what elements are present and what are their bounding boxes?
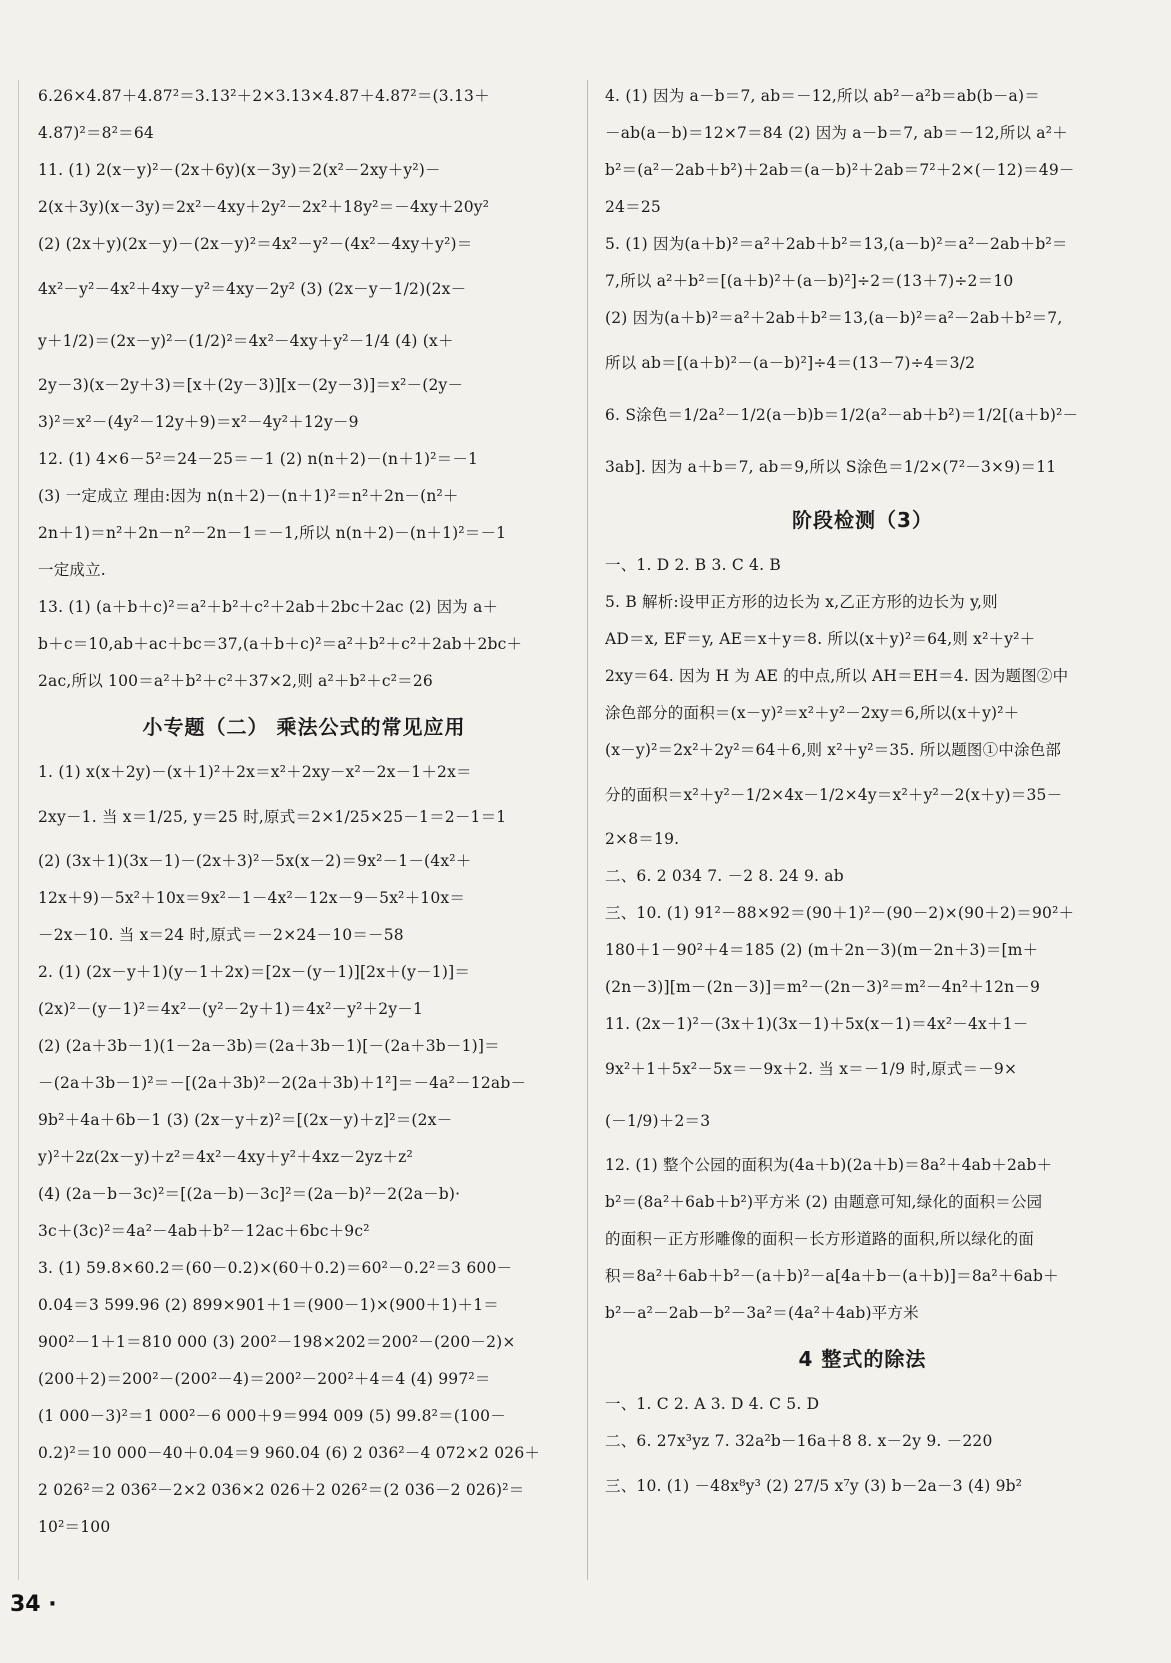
section-heading-stage-test-3: 阶段检测（3） [792,508,933,532]
answer-line: 所以 ab＝[(a＋b)²－(a－b)²]÷4＝(13－7)÷4＝3/2 [605,354,976,372]
answer-line: 分的面积＝x²＋y²－1/2×4x－1/2×4y＝x²＋y²－2(x＋y)＝35－ [605,786,1063,804]
answer-line: 2ac,所以 100＝a²＋b²＋c²＋37×2,则 a²＋b²＋c²＝26 [38,672,433,690]
binding-margin-line [18,80,19,1580]
answer-line: 三、10. (1) 91²－88×92＝(90＋1)²－(90－2)×(90＋2)＝90²＋ [605,904,1075,922]
answer-line: (2) (3x＋1)(3x－1)－(2x＋3)²－5x(x－2)＝9x²－1－(4x²＋ [38,852,472,870]
answer-line: AD＝x, EF＝y, AE＝x＋y＝8. 所以(x＋y)²＝64,则 x²＋y²＋ [605,630,1036,648]
answer-line: 3)²＝x²－(4y²－12y＋9)＝x²－4y²＋12y－9 [38,413,359,431]
answer-line: 6. S涂色＝1/2a²－1/2(a－b)b＝1/2(a²－ab＋b²)＝1/2[(a＋b)²－ [605,406,1079,424]
answer-line: (2) (2a＋3b－1)(1－2a－3b)＝(2a＋3b－1)[－(2a＋3b－1)]＝ [38,1037,500,1055]
left-block-2 [38,754,570,1546]
answer-line: 12x＋9)－5x²＋10x＝9x²－1－4x²－12x－9－5x²＋10x＝ [38,889,466,907]
right-column [605,78,1120,1512]
answer-line: y＋1/2)＝(2x－y)²－(1/2)²＝4x²－4xy＋y²－1/4 (4) (x＋ [38,332,454,350]
answer-line: 二、6. 27x³yz 7. 32a²b－16a＋8 8. x－2y 9. －220 [605,1432,993,1450]
answer-line: 的面积－正方形雕像的面积－长方形道路的面积,所以绿化的面 [605,1230,1035,1248]
answer-line: (200＋2)＝200²－(200²－4)＝200²－200²＋4＝4 (4) 997²＝ [38,1370,491,1388]
answer-line: 10²＝100 [38,1518,111,1536]
answer-line: 4. (1) 因为 a－b＝7, ab＝－12,所以 ab²－a²b＝ab(b－a)＝ [605,87,1040,105]
answer-line: －(2a＋3b－1)²＝－[(2a＋3b)²－2(2a＋3b)＋1²]＝－4a²－12ab－ [38,1074,527,1092]
answer-line: (4) (2a－b－3c)²＝[(2a－b)－3c]²＝(2a－b)²－2(2a－b)· [38,1185,461,1203]
answer-line: 5. (1) 因为(a＋b)²＝a²＋2ab＋b²＝13,(a－b)²＝a²－2ab＋b²＝ [605,235,1068,253]
left-block-1 [38,78,570,700]
answer-line: b＋c＝10,ab＋ac＋bc＝37,(a＋b＋c)²＝a²＋b²＋c²＋2ab＋2bc＋ [38,635,523,653]
right-block-2 [605,547,1120,1332]
answer-line: (2) 因为(a＋b)²＝a²＋2ab＋b²＝13,(a－b)²＝a²－2ab＋b²＝7, [605,309,1063,327]
answer-line: 11. (2x－1)²－(3x＋1)(3x－1)＋5x(x－1)＝4x²－4x＋1－ [605,1015,1029,1033]
section-heading-special-topic-2: 小专题（二） 乘法公式的常见应用 [142,715,466,739]
answer-line: 7,所以 a²＋b²＝[(a＋b)²＋(a－b)²]÷2＝(13＋7)÷2＝10 [605,272,1014,290]
answer-line: 一定成立. [38,561,106,579]
answer-line: 3ab]. 因为 a＋b＝7, ab＝9,所以 S涂色＝1/2×(7²－3×9)＝11 [605,458,1057,476]
answer-line: 2xy－1. 当 x＝1/25, y＝25 时,原式＝2×1/25×25－1＝2－1＝1 [38,808,507,826]
answer-line: 3. (1) 59.8×60.2＝(60－0.2)×(60＋0.2)＝60²－0.2²＝3 600－ [38,1259,513,1277]
answer-line: 积＝8a²＋6ab＋b²－(a＋b)²－a[4a＋b－(a＋b)]＝8a²＋6ab＋ [605,1267,1059,1285]
answer-line: 13. (1) (a＋b＋c)²＝a²＋b²＋c²＋2ab＋2bc＋2ac (2) 因为 a＋ [38,598,499,616]
answer-line: －ab(a－b)＝12×7＝84 (2) 因为 a－b＝7, ab＝－12,所以 a²＋ [605,124,1068,142]
answer-line: 180＋1－90²＋4＝185 (2) (m＋2n－3)(m－2n＋3)＝[m＋ [605,941,1039,959]
answer-line: (x－y)²＝2x²＋2y²＝64＋6,则 x²＋y²＝35. 所以题图①中涂色部 [605,741,1062,759]
answer-line: y)²＋2z(2x－y)＋z²＝4x²－4xy＋y²＋4xz－2yz＋z² [38,1148,413,1166]
answer-line: b²＝(a²－2ab＋b²)＋2ab＝(a－b)²＋2ab＝7²＋2×(－12)＝49－ [605,161,1075,179]
answer-line: b²－a²－2ab－b²－3a²＝(4a²＋4ab)平方米 [605,1304,919,1322]
answer-line: 2 026²＝2 036²－2×2 036×2 026＋2 026²＝(2 036－2 026)²＝ [38,1481,525,1499]
answer-line: 0.2)²＝10 000－40＋0.04＝9 960.04 (6) 2 036²－4 072×2 026＋ [38,1444,541,1462]
answer-line: 一、1. C 2. A 3. D 4. C 5. D [605,1395,820,1413]
answer-line: 2(x＋3y)(x－3y)＝2x²－4xy＋2y²－2x²＋18y²＝－4xy＋20y² [38,198,490,216]
right-block-1 [605,78,1120,493]
answer-line: 三、10. (1) －48x⁸y³ (2) 27/5 x⁷y (3) b－2a－3 (4) 9b² [605,1477,1023,1495]
answer-line: 3c＋(3c)²＝4a²－4ab＋b²－12ac＋6bc＋9c² [38,1222,370,1240]
answer-line: (2x)²－(y－1)²＝4x²－(y²－2y＋1)＝4x²－y²＋2y－1 [38,1000,424,1018]
answer-line: 1. (1) x(x＋2y)－(x＋1)²＋2x＝x²＋2xy－x²－2x－1＋2x＝ [38,763,472,781]
answer-line: 9x²＋1＋5x²－5x＝－9x＋2. 当 x＝－1/9 时,原式＝－9× [605,1060,1018,1078]
answer-line: 24＝25 [605,198,661,216]
answer-line: 涂色部分的面积＝(x－y)²＝x²＋y²－2xy＝6,所以(x＋y)²＋ [605,704,1020,722]
answer-line: 12. (1) 整个公园的面积为(4a＋b)(2a＋b)＝8a²＋4ab＋2ab＋ [605,1156,1053,1174]
answer-line: b²＝(8a²＋6ab＋b²)平方米 (2) 由题意可知,绿化的面积＝公园 [605,1193,1043,1211]
section-heading-polynomial-division: 4 整式的除法 [798,1347,927,1371]
right-block-3 [605,1386,1120,1512]
answer-line: －2x－10. 当 x＝24 时,原式＝－2×24－10＝－58 [38,926,404,944]
answer-line: 11. (1) 2(x－y)²－(2x＋6y)(x－3y)＝2(x²－2xy＋y²)－ [38,161,441,179]
answer-line: 900²－1＋1＝810 000 (3) 200²－198×202＝200²－(200－2)× [38,1333,516,1351]
answer-line: 2×8＝19. [605,830,680,848]
column-divider [587,80,588,1580]
page-number: 34 · [10,1592,57,1617]
answer-line: 12. (1) 4×6－5²＝24－25＝－1 (2) n(n＋2)－(n＋1)²＝－1 [38,450,479,468]
answer-line: 2y－3)(x－2y＋3)＝[x＋(2y－3)][x－(2y－3)]＝x²－(2y－ [38,376,464,394]
left-column [38,78,570,1546]
answer-line: (3) 一定成立 理由:因为 n(n＋2)－(n＋1)²＝n²＋2n－(n²＋ [38,487,459,505]
answer-line: (2n－3)][m－(2n－3)]＝m²－(2n－3)²＝m²－4n²＋12n－9 [605,978,1041,996]
answer-line: (1 000－3)²＝1 000²－6 000＋9＝994 009 (5) 99.8²＝(100－ [38,1407,506,1425]
answer-line: 4x²－y²－4x²＋4xy－y²＝4xy－2y² (3) (2x－y－1/2)(2x－ [38,280,467,298]
answer-line: 9b²＋4a＋6b－1 (3) (2x－y＋z)²＝[(2x－y)＋z]²＝(2x－ [38,1111,453,1129]
answer-line: 2n＋1)＝n²＋2n－n²－2n－1＝－1,所以 n(n＋2)－(n＋1)²＝－1 [38,524,507,542]
answer-line: 0.04＝3 599.96 (2) 899×901＋1＝(900－1)×(900＋1)＋1＝ [38,1296,499,1314]
answer-line: 2. (1) (2x－y＋1)(y－1＋2x)＝[2x－(y－1)][2x＋(y－1)]＝ [38,963,471,981]
answer-line: 4.87)²＝8²＝64 [38,124,154,142]
answer-line: (2) (2x＋y)(2x－y)－(2x－y)²＝4x²－y²－(4x²－4xy＋y²)＝ [38,235,473,253]
answer-line: 6.26×4.87＋4.87²＝3.13²＋2×3.13×4.87＋4.87²＝(3.13＋ [38,87,490,105]
answer-line: (－1/9)＋2＝3 [605,1112,711,1130]
answer-line: 一、1. D 2. B 3. C 4. B [605,556,781,574]
answer-line: 二、6. 2 034 7. －2 8. 24 9. ab [605,867,844,885]
answer-line: 5. B 解析:设甲正方形的边长为 x,乙正方形的边长为 y,则 [605,593,998,611]
answer-line: 2xy＝64. 因为 H 为 AE 的中点,所以 AH＝EH＝4. 因为题图②中 [605,667,1069,685]
